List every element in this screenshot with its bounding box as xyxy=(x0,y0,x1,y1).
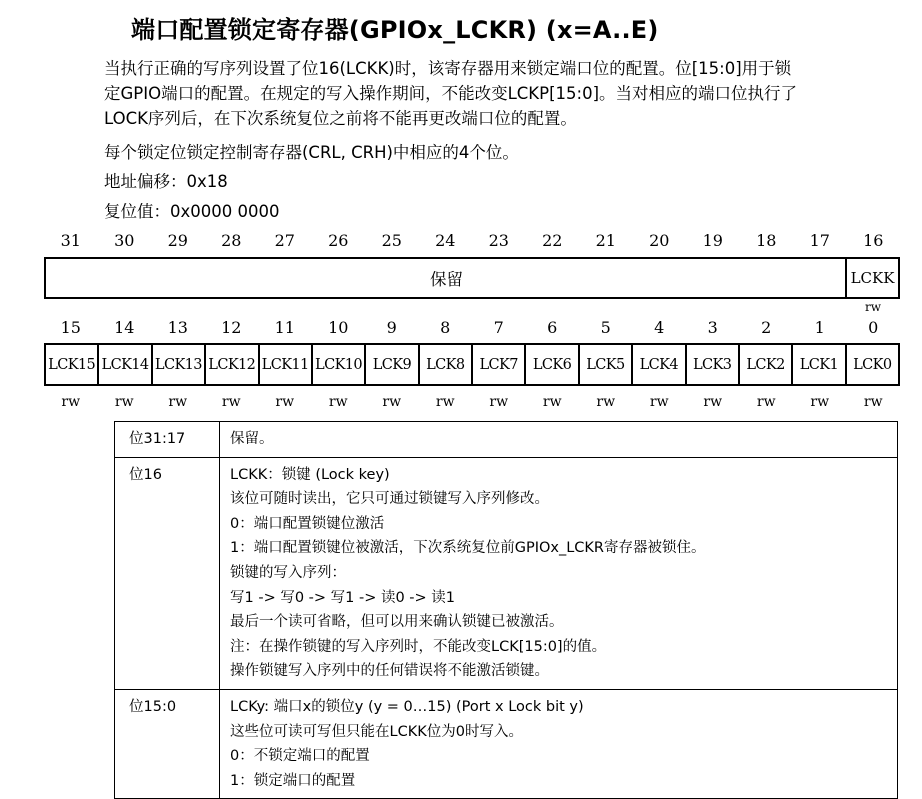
bit-number: 4 xyxy=(654,318,665,337)
lckk-field: LCKK xyxy=(845,259,898,297)
high-bit-numbers xyxy=(44,231,900,253)
description-line: 该位可随时读出，它只可通过锁键写入序列修改。 xyxy=(230,491,549,508)
intro-line: 定GPIO端口的配置。在规定的写入操作期间，不能改变LCKP[15:0]。当对相应的端口位执行了 xyxy=(104,84,797,103)
bit-number: 13 xyxy=(167,318,188,337)
bit-description-table xyxy=(114,421,898,799)
bit-number: 31 xyxy=(60,231,81,250)
intro-paragraph xyxy=(104,56,904,131)
description-line: 写1 -> 写0 -> 写1 -> 读0 -> 读1 xyxy=(230,589,456,606)
bit-number: 27 xyxy=(274,231,295,250)
description-line: 1：锁定端口的配置 xyxy=(230,772,356,789)
intro-line: LOCK序列后，在下次系统复位之前将不能再更改端口位的配置。 xyxy=(104,109,577,128)
access-label: rw xyxy=(435,394,455,410)
bit-description xyxy=(220,422,898,458)
description-line: 1：端口配置锁键位被激活，下次系统复位前GPIOx_LCKR寄存器被锁住。 xyxy=(230,540,706,557)
lckk-access: rw xyxy=(864,300,881,314)
bit-number: 30 xyxy=(114,231,135,250)
bit-number: 26 xyxy=(328,231,349,250)
bit-number: 23 xyxy=(488,231,509,250)
bit-description xyxy=(220,689,898,798)
description-line: 操作锁键写入序列中的任何错误将不能激活锁键。 xyxy=(230,663,549,680)
bit-number: 14 xyxy=(114,318,135,337)
access-label: rw xyxy=(382,394,402,410)
bit-number: 1 xyxy=(814,318,825,337)
bit-number: 6 xyxy=(547,318,558,337)
page-title: 端口配置锁定寄存器(GPIOx_LCKR) (x=A..E) xyxy=(131,16,659,44)
description-line: LCKy: 端口x的锁位y (y = 0…15) (Port x Lock bit y) xyxy=(230,698,584,715)
low-bit-numbers xyxy=(44,318,900,340)
low-access-row xyxy=(44,394,900,414)
lck-field: LCK12 xyxy=(206,345,259,384)
bit-number: 20 xyxy=(649,231,670,250)
lck-field: LCK13 xyxy=(153,345,206,384)
bit-number: 2 xyxy=(761,318,772,337)
access-label: rw xyxy=(542,394,562,410)
access-label: rw xyxy=(114,394,134,410)
access-label: rw xyxy=(703,394,723,410)
lck-field: LCK7 xyxy=(473,345,526,384)
description-line: 这些位可读可写但只能在LCKK位为0时写入。 xyxy=(230,723,523,740)
access-label: rw xyxy=(275,394,295,410)
bit-number: 8 xyxy=(440,318,451,337)
description-line: 0：端口配置锁键位激活 xyxy=(230,515,385,532)
bit-number: 28 xyxy=(221,231,242,250)
description-line: 最后一个读可省略，但可以用来确认锁键已被激活。 xyxy=(230,614,564,631)
description-line: 锁键的写入序列： xyxy=(230,564,346,581)
description-line: 注：在操作锁键的写入序列时，不能改变LCK[15:0]的值。 xyxy=(230,638,607,655)
table-row xyxy=(115,689,898,798)
bit-number: 17 xyxy=(809,231,830,250)
address-offset: 地址偏移：0x18 xyxy=(104,172,228,191)
bit-number: 29 xyxy=(167,231,188,250)
lck-field: LCK1 xyxy=(793,345,846,384)
bit-description xyxy=(220,457,898,689)
access-label: rw xyxy=(168,394,188,410)
lck-field: LCK11 xyxy=(260,345,313,384)
description-line: LCKK：锁键 (Lock key) xyxy=(230,466,390,483)
bit-number: 16 xyxy=(863,231,884,250)
bit-number: 21 xyxy=(595,231,616,250)
lck-field: LCK0 xyxy=(853,356,892,373)
bit-number: 11 xyxy=(274,318,295,337)
bit-number: 12 xyxy=(221,318,242,337)
bit-range: 位15:0 xyxy=(115,689,220,798)
lck-field: LCK4 xyxy=(633,345,686,384)
lck-field: LCK10 xyxy=(313,345,366,384)
lock-bits-note: 每个锁定位锁定控制寄存器(CRL, CRH)中相应的4个位。 xyxy=(104,143,519,162)
description-line: 0：不锁定端口的配置 xyxy=(230,748,370,765)
access-label: rw xyxy=(596,394,616,410)
bit-number: 18 xyxy=(756,231,777,250)
lck-field: LCK8 xyxy=(420,345,473,384)
lck-field: LCK9 xyxy=(366,345,419,384)
lck-field: LCK6 xyxy=(526,345,579,384)
intro-line: 当执行正确的写序列设置了位16(LCKK)时，该寄存器用来锁定端口位的配置。位[15:0]用于锁 xyxy=(104,59,792,78)
access-label: rw xyxy=(649,394,669,410)
lck-field: LCK3 xyxy=(687,345,740,384)
access-label: rw xyxy=(61,394,81,410)
bit-number: 19 xyxy=(702,231,723,250)
access-label: rw xyxy=(328,394,348,410)
lck-field: LCK14 xyxy=(99,345,152,384)
register-high-half xyxy=(44,257,900,299)
bit-number: 3 xyxy=(707,318,718,337)
lck-field: LCK15 xyxy=(46,345,99,384)
reset-value: 复位值：0x0000 0000 xyxy=(104,202,280,221)
lck-field: LCK2 xyxy=(740,345,793,384)
table-row xyxy=(115,457,898,689)
bit-number: 15 xyxy=(60,318,81,337)
bit-number: 9 xyxy=(386,318,397,337)
register-low-half xyxy=(44,343,900,386)
access-label: rw xyxy=(221,394,241,410)
bit-range: 位16 xyxy=(115,457,220,689)
reserved-field: 保留 xyxy=(430,270,463,289)
bit-number: 24 xyxy=(435,231,456,250)
lck-field: LCK5 xyxy=(580,345,633,384)
bit-number: 22 xyxy=(542,231,563,250)
table-row xyxy=(115,422,898,458)
bit-number: 7 xyxy=(493,318,504,337)
bit-range: 位31:17 xyxy=(115,422,220,458)
bit-number: 25 xyxy=(381,231,402,250)
access-label: rw xyxy=(756,394,776,410)
description-line: 保留。 xyxy=(230,431,274,447)
bit-number: 5 xyxy=(600,318,611,337)
access-label: rw xyxy=(489,394,509,410)
access-label: rw xyxy=(810,394,830,410)
bit-number: 0 xyxy=(868,318,879,337)
bit-number: 10 xyxy=(328,318,349,337)
access-label: rw xyxy=(863,394,883,410)
